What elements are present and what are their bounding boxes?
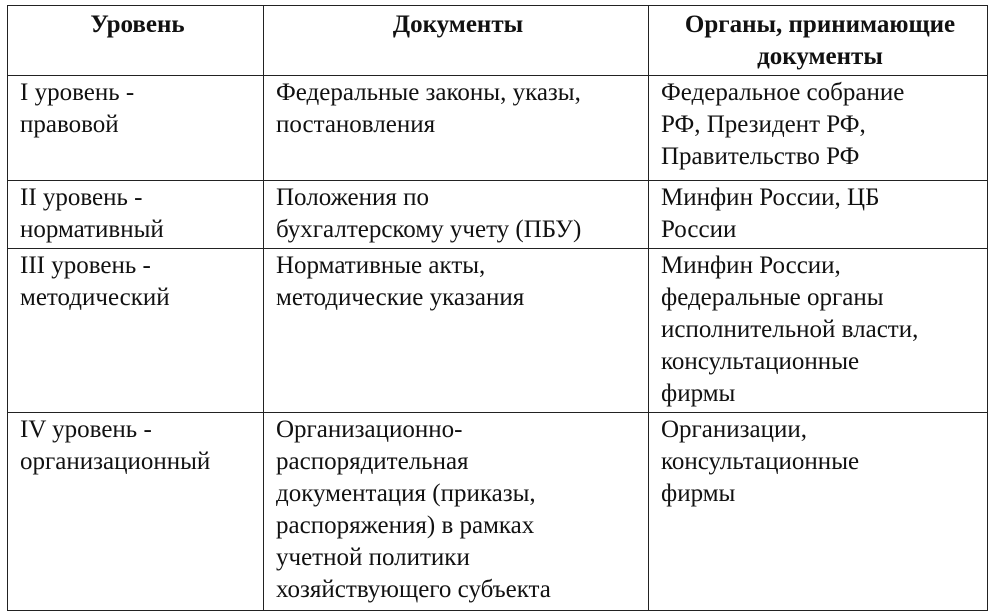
accounting-regulation-levels-table <box>7 5 988 611</box>
cell-bodies: Федеральное собрание РФ, Президент РФ, Правительство РФ <box>649 76 988 181</box>
header-bodies: Органы, принимающие документы <box>649 6 988 76</box>
header-documents: Документы <box>264 6 649 76</box>
cell-documents: Организационно- распорядительная документация (приказы, распоряжения) в рамках учетной политики хозяйствующего субъекта <box>264 413 649 611</box>
cell-bodies: Минфин России, федеральные органы исполнительной власти, консультационные фирмы <box>649 249 988 413</box>
cell-documents: Положения по бухгалтерскому учету (ПБУ) <box>264 181 649 249</box>
cell-documents: Нормативные акты, методические указания <box>264 249 649 413</box>
header-level: Уровень <box>8 6 264 76</box>
cell-level: III уровень - методический <box>8 249 264 413</box>
table-row <box>8 249 988 413</box>
cell-bodies: Организации, консультационные фирмы <box>649 413 988 611</box>
cell-bodies: Минфин России, ЦБ России <box>649 181 988 249</box>
table-row <box>8 413 988 611</box>
cell-level: I уровень - правовой <box>8 76 264 181</box>
table-header-row <box>8 6 988 76</box>
table-row <box>8 76 988 181</box>
cell-level: IV уровень - организационный <box>8 413 264 611</box>
cell-level: II уровень - нормативный <box>8 181 264 249</box>
table-row <box>8 181 988 249</box>
cell-documents: Федеральные законы, указы, постановления <box>264 76 649 181</box>
